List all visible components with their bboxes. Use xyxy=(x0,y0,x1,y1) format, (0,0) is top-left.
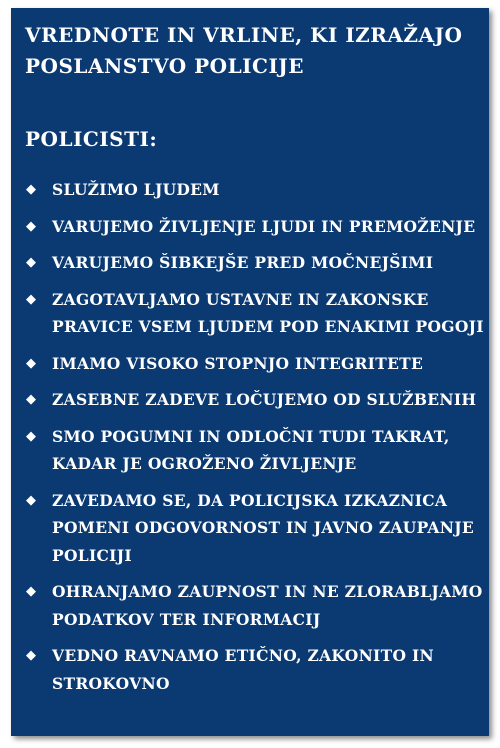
diamond-bullet-icon: ◆ xyxy=(26,218,37,234)
list-item xyxy=(25,176,485,204)
diamond-bullet-icon: ◆ xyxy=(26,255,37,270)
list-item-text: VARUJEMO ŠIBKEJŠE PRED MOČNEJŠIMI xyxy=(52,253,434,272)
diamond-bullet-icon: ◆ xyxy=(26,291,37,307)
values-list xyxy=(25,176,485,706)
list-item xyxy=(25,249,485,277)
list-item xyxy=(25,578,485,633)
list-item-text: ZAVEDAMO SE, DA POLICIJSKA IZKAZNICA POMENI ODGOVORNOST IN JAVNO ZAUPANJE POLICIJI xyxy=(52,490,474,565)
list-item xyxy=(25,487,485,570)
diamond-bullet-icon: ◆ xyxy=(26,428,37,444)
list-item xyxy=(25,213,485,241)
diamond-bullet-icon: ◆ xyxy=(26,492,37,508)
diamond-bullet-icon: ◆ xyxy=(26,355,37,371)
diamond-bullet-icon: ◆ xyxy=(26,584,37,599)
list-item xyxy=(25,286,485,341)
list-item-text: OHRANJAMO ZAUPNOST IN NE ZLORABLJAMO PODATKOV TER INFORMACIJ xyxy=(52,582,483,629)
values-panel xyxy=(11,8,489,736)
list-item-text: VEDNO RAVNAMO ETIČNO, ZAKONITO IN STROKOVNO xyxy=(52,646,434,693)
list-item-text: SMO POGUMNI IN ODLOČNI TUDI TAKRAT, KADAR JE OGROŽENO ŽIVLJENJE xyxy=(52,426,450,473)
page-title: VREDNOTE IN VRLINE, KI IZRAŽAJO POSLANSTVO POLICIJE xyxy=(25,23,463,78)
list-item xyxy=(25,423,485,478)
list-item-text: ZASEBNE ZADEVE LOČUJEMO OD SLUŽBENIH xyxy=(52,390,477,409)
list-item xyxy=(25,350,485,378)
list-item-text: IMAMO VISOKO STOPNJO INTEGRITETE xyxy=(52,353,424,373)
list-item-text: VARUJEMO ŽIVLJENJE LJUDI IN PREMOŽENJE xyxy=(52,216,476,236)
list-item-text: SLUŽIMO LJUDEM xyxy=(52,180,220,199)
diamond-bullet-icon: ◆ xyxy=(26,648,37,663)
diamond-bullet-icon: ◆ xyxy=(26,182,37,197)
diamond-bullet-icon: ◆ xyxy=(26,392,37,407)
list-item xyxy=(25,642,485,697)
list-item-text: ZAGOTAVLJAMO USTAVNE IN ZAKONSKE PRAVICE VSEM LJUDEM POD ENAKIMI POGOJI xyxy=(52,289,484,336)
list-item xyxy=(25,386,485,414)
section-subtitle: POLICISTI: xyxy=(25,127,158,151)
